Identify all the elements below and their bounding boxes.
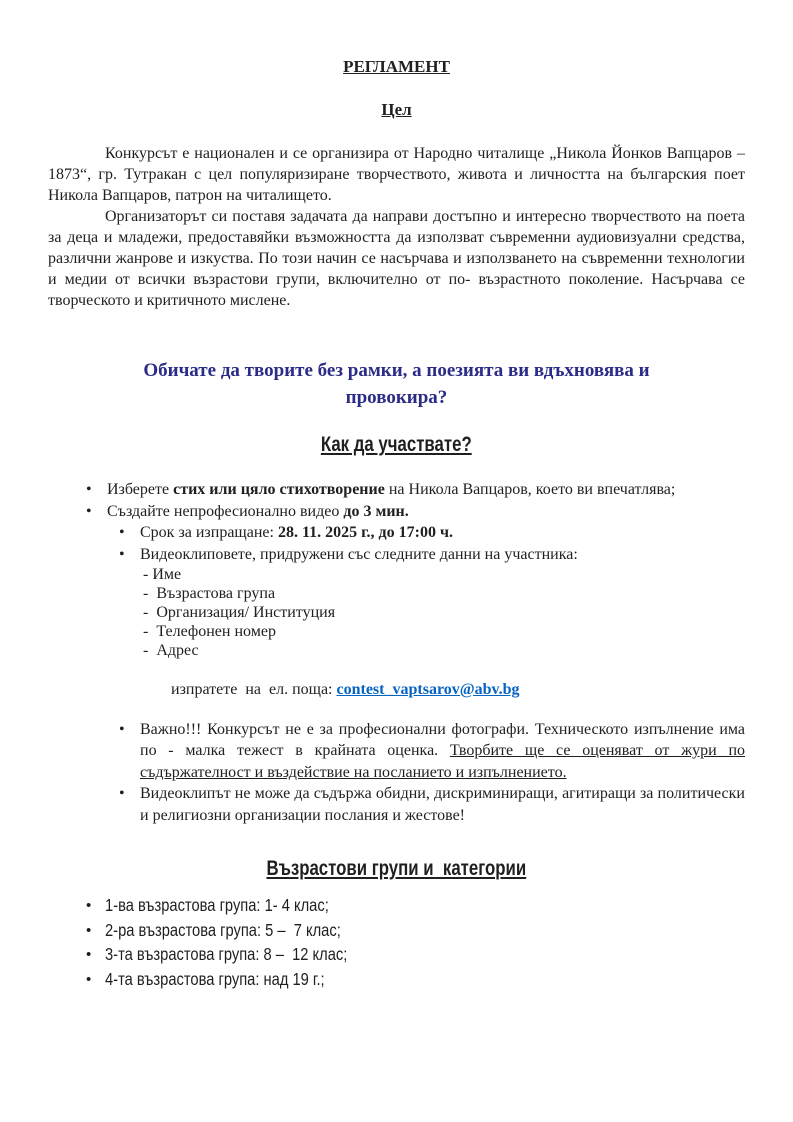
important-pre: Важно!!! Конкурсът не е за професионални фотографи. Техническото изпълнение има по - малка тежест в крайната оценка.	[140, 720, 745, 759]
step1-bold: стих или цяло стихотворение	[173, 481, 385, 498]
age-groups-heading-wrap	[48, 856, 745, 884]
age-group-item-4-label: 4-та възрастова група: над 19 г.;	[105, 968, 325, 989]
age-groups-list	[48, 894, 745, 992]
age-group-item-1	[48, 894, 745, 919]
goal-paragraph-2: Организаторът си поставя задачата да направи достъпно и интересно творчеството на поета за деца и младежи, предоставяйки възможността да използват съвременни аудиовизуални средства, различни жанрове и изкуства. По този начин се насърчава и използването на съвременни технологии и медии от всички възрастови групи, включително от по- възрастното поколение. Насърчава се творческото и критичното мислене.	[48, 208, 745, 309]
age-group-item-3	[48, 943, 745, 968]
promo-question: Обичате да творите без рамки, а поезията ви вдъхновява и провокира?	[143, 360, 650, 408]
list-item-video-data: • Видеоклиповете, придружени със следните данни на участника:	[48, 544, 745, 566]
age-group-item-4	[48, 968, 745, 993]
list-item-create-video	[48, 501, 745, 523]
step1-pre: Изберете	[107, 481, 174, 498]
data-field-age-group: - Възрастова група	[143, 585, 276, 602]
step2-post: .	[404, 502, 409, 520]
goal-heading: Цел	[381, 100, 412, 119]
email-link[interactable]: contest_vaptsarov@abv.bg	[336, 680, 520, 698]
send-line	[48, 660, 745, 719]
how-to-list	[48, 479, 745, 826]
goal-paragraph-1: Конкурсът е национален и се организира от Народно читалище „Никола Йонков Вапцаров – 1873“, гр. Тутракан с цел популяризиране творчеството, живота и личността на българския поет Никола Вапцаров, патрон на читалището.	[48, 145, 745, 204]
send-line-pre: изпратете на ел. поща:	[171, 680, 337, 698]
how-to-heading-wrap	[48, 433, 745, 457]
age-group-item-2	[48, 919, 745, 944]
data-field-name: - Име	[143, 566, 182, 583]
how-to-heading: Как да участвате?	[321, 433, 472, 456]
age-group-item-3-label: 3-та възрастова група: 8 – 12 клас;	[105, 944, 348, 964]
data-field-phone: - Телефонен номер	[143, 623, 276, 640]
list-item-important	[48, 719, 745, 784]
data-field-address: - Адрес	[143, 642, 199, 659]
list-item-deadline	[48, 522, 745, 544]
page-title: РЕГЛАМЕНТ	[343, 57, 450, 76]
list-item-choose-verse	[48, 479, 745, 501]
list-item-restriction: • Видеоклипът не може да съдържа обидни, дискриминиращи, агитиращи за политически и религиозни организации послания и жестове!	[48, 783, 745, 826]
deadline-pre: Срок за изпращане:	[140, 524, 278, 541]
step2-pre: Създайте непрофесионално видео	[107, 502, 344, 520]
data-field-organization: - Организация/ Институция	[143, 604, 336, 621]
step1-post: на Никола Вапцаров, което ви впечатлява;	[384, 481, 676, 498]
age-groups-heading: Възрастови групи и категории	[266, 857, 527, 880]
step2-bold: до 3 мин	[343, 502, 405, 520]
age-group-item-1-label: 1-ва възрастова група: 1- 4 клас;	[105, 895, 329, 915]
important-underlined: Творбите ще се оценяват от жури по съдържателност и въздействие на посланието и изпълнението.	[140, 742, 746, 781]
deadline-date: 28. 11. 2025 г., до 17:00 ч.	[277, 524, 453, 541]
age-group-item-2-label: 2-ра възрастова група: 5 – 7 клас;	[105, 919, 341, 940]
